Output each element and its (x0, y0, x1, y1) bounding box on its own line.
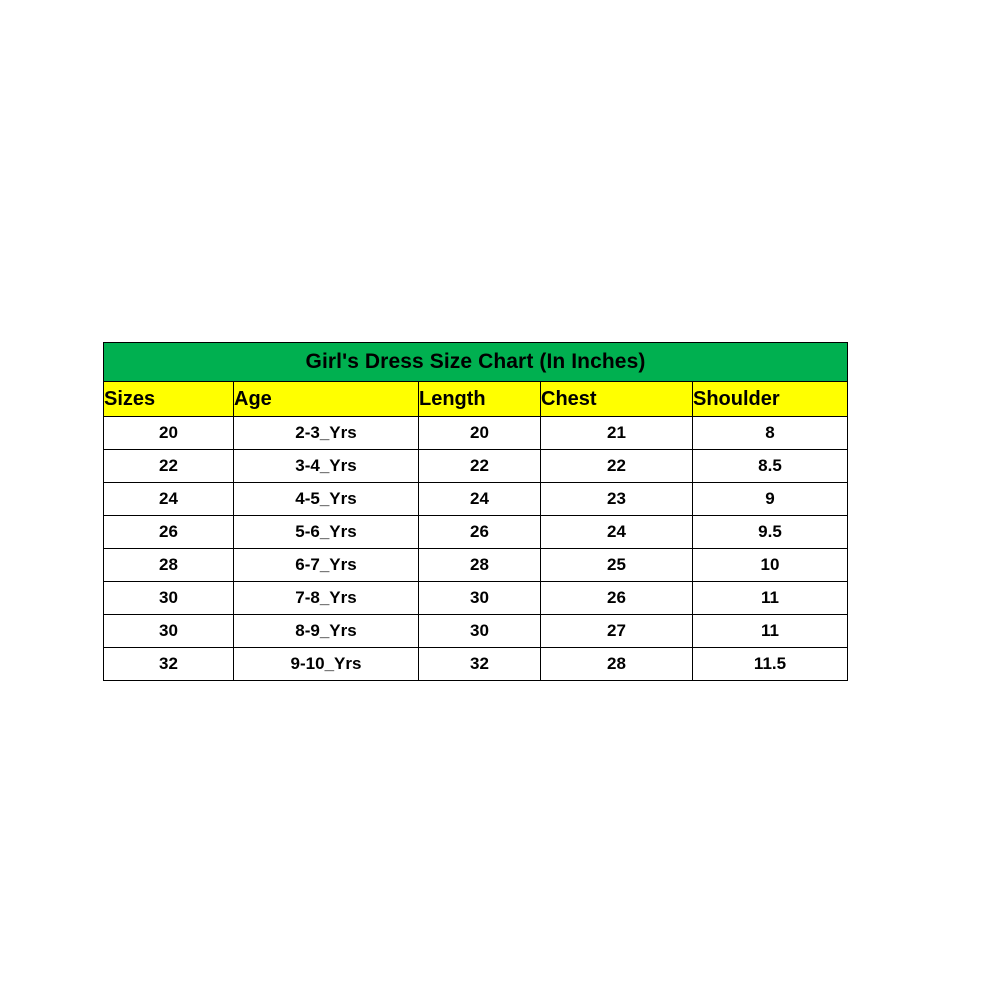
cell-chest: 27 (541, 615, 693, 648)
cell-shoulder: 11.5 (693, 648, 848, 681)
table-row (104, 417, 848, 450)
cell-length: 20 (419, 417, 541, 450)
cell-chest: 24 (541, 516, 693, 549)
cell-chest: 23 (541, 483, 693, 516)
cell-size: 30 (104, 615, 234, 648)
cell-size: 32 (104, 648, 234, 681)
size-chart-container (103, 342, 847, 681)
table-title-row (104, 343, 848, 382)
cell-size: 26 (104, 516, 234, 549)
cell-length: 28 (419, 549, 541, 582)
cell-age: 6-7_Yrs (234, 549, 419, 582)
column-header-shoulder: Shoulder (693, 382, 848, 417)
column-header-length: Length (419, 382, 541, 417)
size-chart-table (103, 342, 848, 681)
table-row (104, 516, 848, 549)
chart-title: Girl's Dress Size Chart (In Inches) (104, 343, 848, 382)
table-row (104, 648, 848, 681)
table-header-row (104, 382, 848, 417)
cell-length: 32 (419, 648, 541, 681)
column-header-chest: Chest (541, 382, 693, 417)
cell-age: 5-6_Yrs (234, 516, 419, 549)
table-row (104, 483, 848, 516)
cell-length: 26 (419, 516, 541, 549)
cell-chest: 28 (541, 648, 693, 681)
cell-size: 22 (104, 450, 234, 483)
cell-size: 20 (104, 417, 234, 450)
cell-age: 8-9_Yrs (234, 615, 419, 648)
table-row (104, 615, 848, 648)
cell-chest: 22 (541, 450, 693, 483)
cell-age: 4-5_Yrs (234, 483, 419, 516)
cell-chest: 26 (541, 582, 693, 615)
cell-shoulder: 10 (693, 549, 848, 582)
cell-shoulder: 8.5 (693, 450, 848, 483)
cell-age: 2-3_Yrs (234, 417, 419, 450)
column-header-age: Age (234, 382, 419, 417)
cell-size: 30 (104, 582, 234, 615)
cell-age: 3-4_Yrs (234, 450, 419, 483)
cell-shoulder: 11 (693, 582, 848, 615)
cell-shoulder: 9.5 (693, 516, 848, 549)
table-row (104, 549, 848, 582)
table-row (104, 582, 848, 615)
cell-length: 22 (419, 450, 541, 483)
cell-size: 24 (104, 483, 234, 516)
cell-shoulder: 8 (693, 417, 848, 450)
cell-age: 9-10_Yrs (234, 648, 419, 681)
cell-shoulder: 11 (693, 615, 848, 648)
cell-length: 30 (419, 615, 541, 648)
cell-size: 28 (104, 549, 234, 582)
cell-length: 30 (419, 582, 541, 615)
cell-chest: 21 (541, 417, 693, 450)
cell-length: 24 (419, 483, 541, 516)
cell-shoulder: 9 (693, 483, 848, 516)
cell-chest: 25 (541, 549, 693, 582)
cell-age: 7-8_Yrs (234, 582, 419, 615)
table-row (104, 450, 848, 483)
column-header-sizes: Sizes (104, 382, 234, 417)
